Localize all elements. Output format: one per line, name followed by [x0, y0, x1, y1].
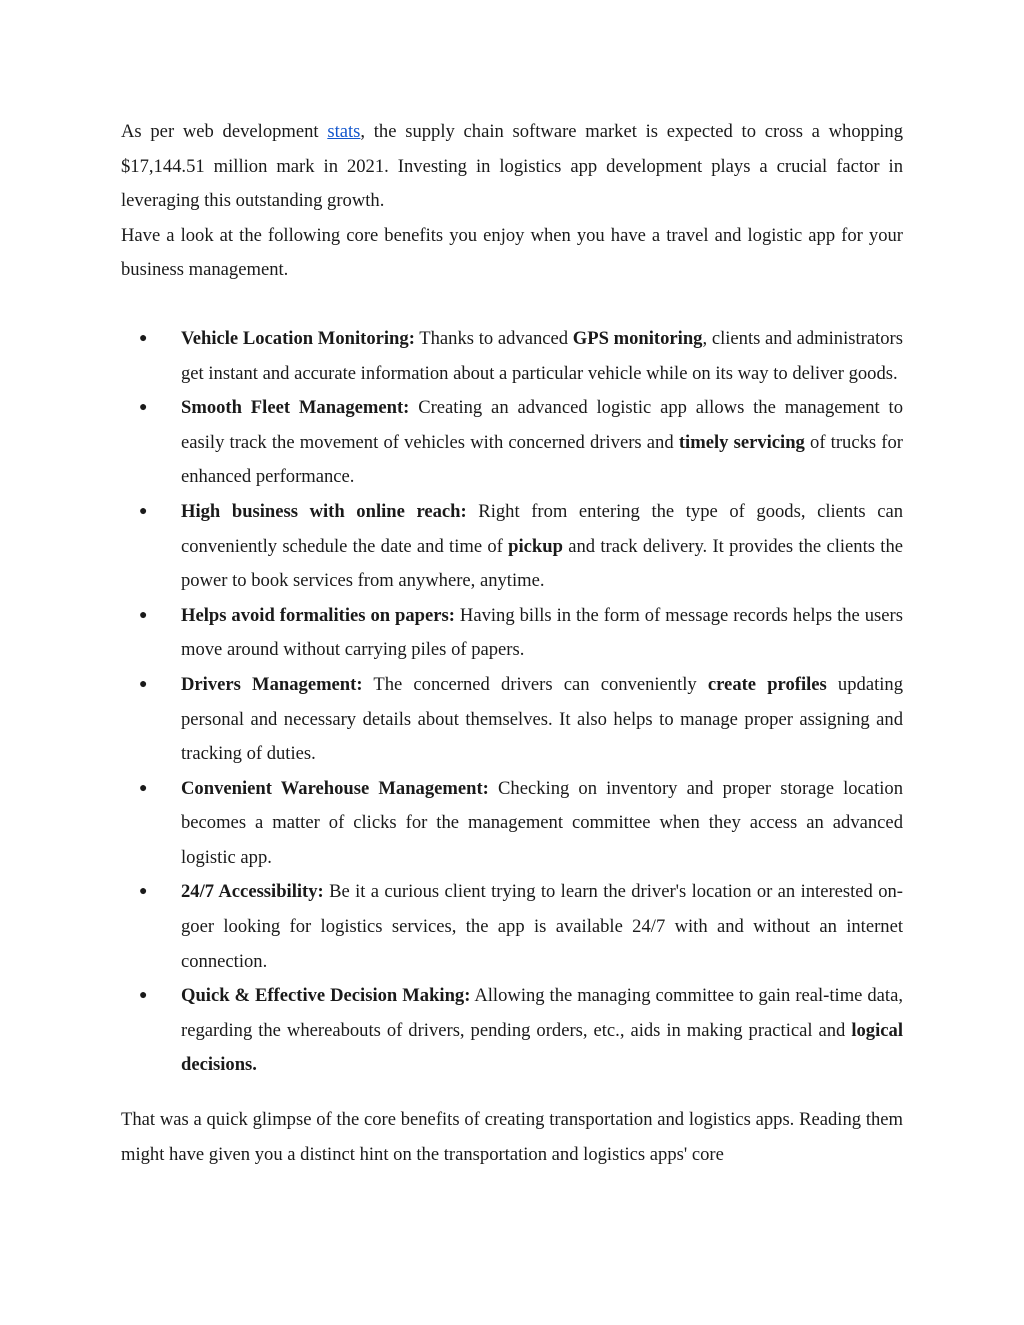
bullet-icon: ●: [139, 988, 148, 1004]
item-text: Thanks to advanced: [414, 327, 573, 349]
item-text-end: updating personal and necessary details about themselves. It also helps to manage proper assigning and tracking of duties.: [181, 673, 904, 765]
bullet-icon: ●: [139, 676, 148, 692]
intro-text-end: , the supply chain software market is expected to cross a whopping $17,144.51 million mark in 2021. Investing in logistics app development plays a crucial factor in leveraging this outstanding growth.: [121, 121, 904, 212]
list-item: [121, 668, 903, 772]
stats-link[interactable]: stats: [327, 121, 361, 142]
item-text-end: and track delivery. It provides the clients the power to book services from anywhere, anytime.: [181, 535, 903, 592]
item-bold-text: create profiles: [707, 673, 827, 695]
intro-paragraph: [121, 115, 903, 219]
item-text-end: of trucks for enhanced performance.: [181, 431, 903, 488]
list-item: [121, 391, 903, 495]
item-text: Right from entering the type of goods, clients can conveniently schedule the date and time of: [181, 500, 903, 557]
list-item: [121, 979, 903, 1083]
item-title: High business with online reach:: [181, 500, 467, 522]
item-title: 24/7 Accessibility:: [181, 881, 324, 903]
closing-paragraph: That was a quick glimpse of the core benefits of creating transportation and logistics apps. Reading them might have given you a distinct hint on the transportation and logistics apps' core: [121, 1109, 903, 1165]
list-item: [121, 495, 903, 599]
item-text: Be it a curious client trying to learn the driver's location or an interested on-goer looking for logistics services, the app is available 24/7 with and without an internet connection.: [181, 881, 903, 972]
item-text: Allowing the managing committee to gain real-time data, regarding the whereabouts of drivers, pending orders, etc., aids in making practical and: [181, 985, 903, 1041]
item-title: Smooth Fleet Management:: [181, 397, 410, 419]
item-title: Quick & Effective Decision Making:: [181, 985, 471, 1007]
list-item: [121, 322, 903, 391]
item-text: Having bills in the form of message records helps the users move around without carrying piles of papers.: [181, 604, 903, 661]
item-text: The concerned drivers can conveniently: [362, 673, 708, 695]
list-item: [121, 875, 903, 979]
item-bold-text: pickup: [508, 535, 563, 557]
bullet-icon: ●: [139, 884, 148, 900]
bullet-icon: ●: [139, 503, 148, 519]
benefits-list: [121, 322, 903, 1083]
bullet-icon: ●: [139, 780, 148, 796]
item-title: Drivers Management:: [181, 673, 363, 695]
list-item: [121, 772, 903, 876]
item-bold-text: logical decisions.: [181, 1019, 903, 1076]
item-title: Helps avoid formalities on papers:: [181, 604, 455, 626]
item-title: Convenient Warehouse Management:: [181, 777, 489, 799]
bullet-icon: ●: [139, 400, 148, 416]
document-page: [121, 115, 903, 1172]
item-bold-text: timely servicing: [678, 431, 805, 453]
benefits-intro-paragraph: Have a look at the following core benefits you enjoy when you have a travel and logistic app for your business management.: [121, 224, 903, 281]
paragraph-spacer: [121, 288, 903, 322]
item-text: Checking on inventory and proper storage location becomes a matter of clicks for the management committee when they access an advanced logistic app.: [181, 777, 903, 868]
item-title: Vehicle Location Monitoring:: [181, 327, 415, 349]
list-item: [121, 599, 903, 668]
bullet-icon: ●: [139, 330, 148, 346]
item-bold-text: GPS monitoring: [572, 327, 703, 349]
intro-text-start: As per web development: [121, 121, 328, 142]
item-text-end: , clients and administrators get instant and accurate information about a particular vehicle while on its way to deliver goods.: [181, 327, 903, 384]
bullet-icon: ●: [139, 607, 148, 623]
item-text: Creating an advanced logistic app allows the management to easily track the movement of vehicles with concerned drivers and: [181, 397, 903, 453]
